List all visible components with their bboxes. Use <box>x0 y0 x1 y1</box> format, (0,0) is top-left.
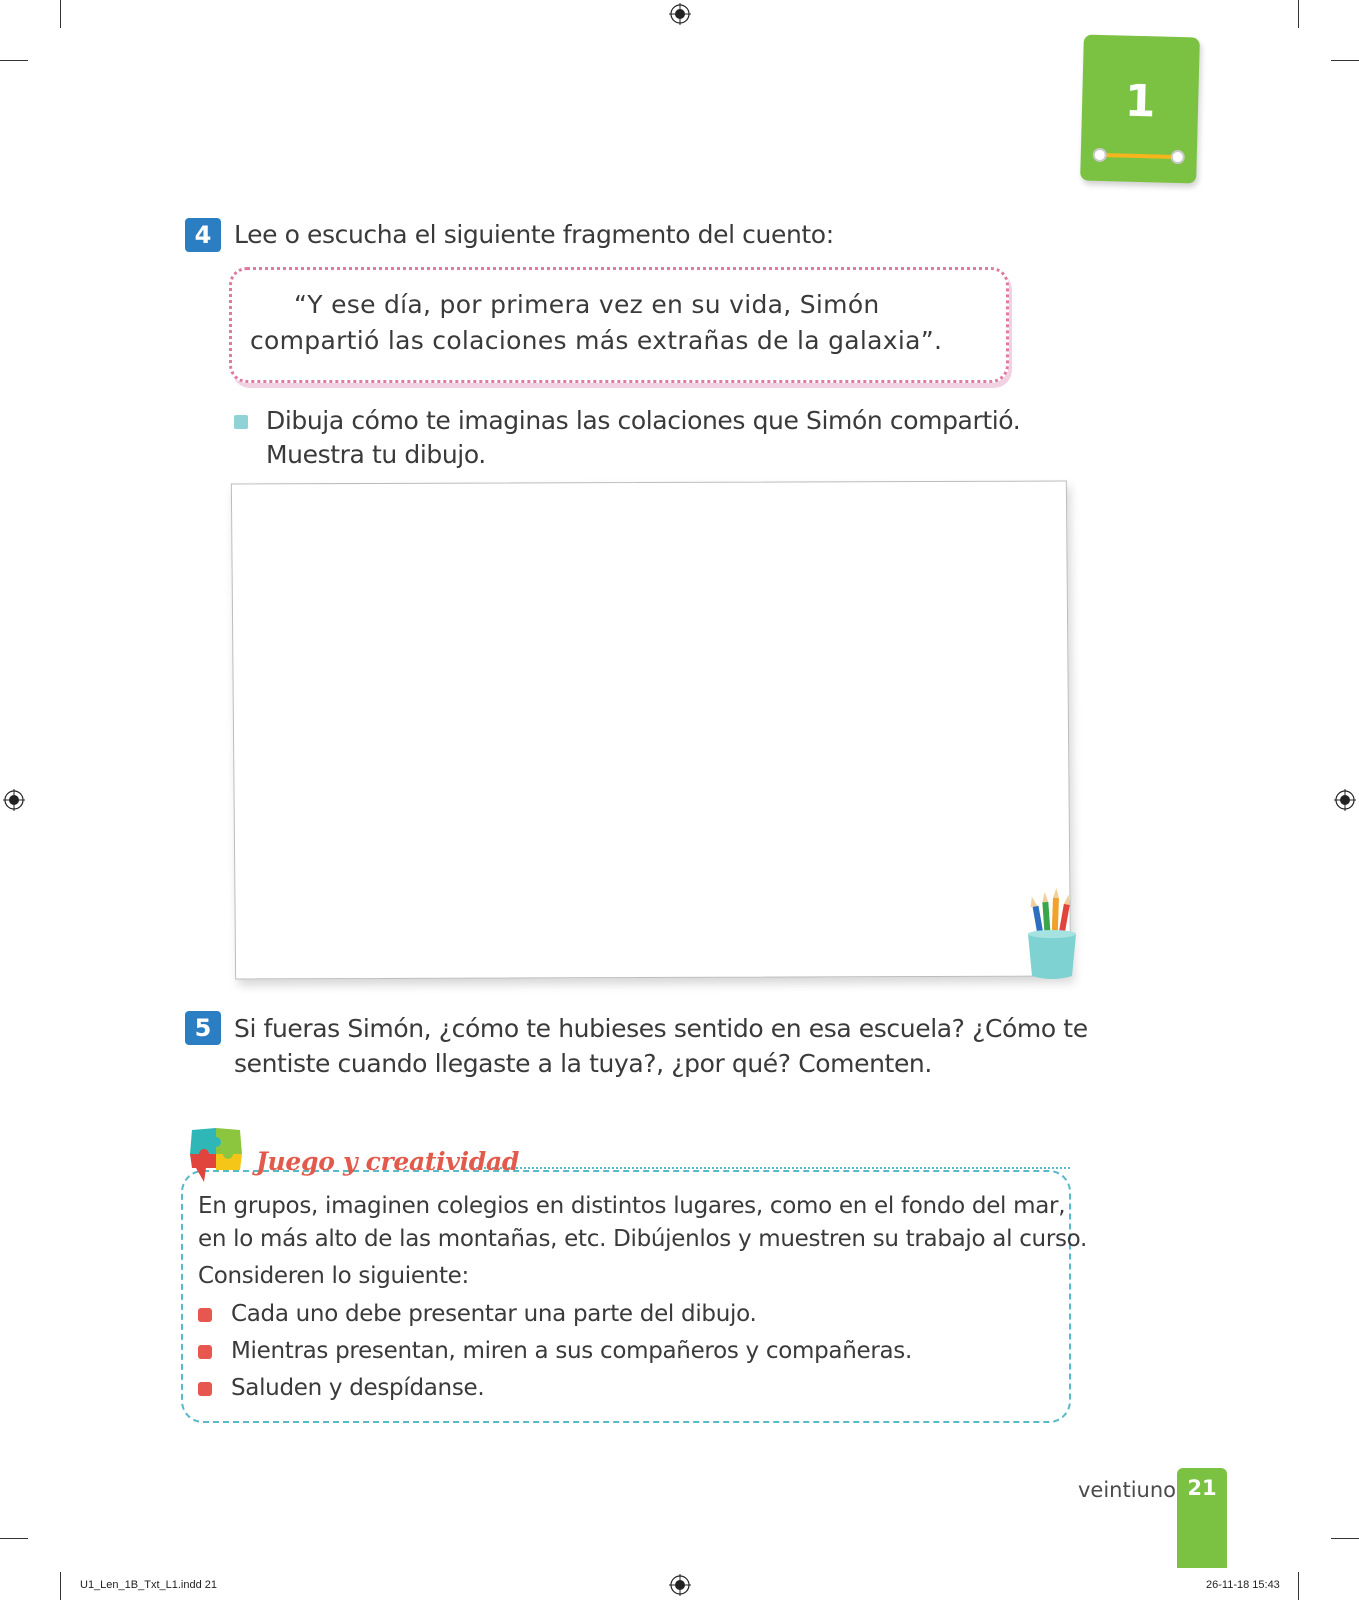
crop-mark <box>0 60 28 61</box>
crop-mark <box>1298 0 1299 28</box>
registration-mark-icon <box>1334 789 1356 811</box>
registration-mark-icon <box>3 789 25 811</box>
juego-bullet-text: Cada uno debe presentar una parte del dibujo. <box>231 1301 757 1327</box>
unit-tab <box>1080 35 1200 184</box>
activity-5-badge: 5 <box>185 1011 221 1045</box>
activity-5-line: sentiste cuando llegaste a la tuya?, ¿por qué? Comenten. <box>234 1049 932 1078</box>
juego-line: en lo más alto de las montañas, etc. Dibújenlos y muestren su trabajo al curso. <box>198 1226 1088 1252</box>
quote-text <box>250 287 990 359</box>
crop-mark <box>1331 60 1359 61</box>
activity-4-badge: 4 <box>185 218 221 252</box>
drawing-area[interactable] <box>231 481 1071 980</box>
activity-4-task-line: Dibuja cómo te imaginas las colaciones que Simón compartió. <box>266 406 1021 435</box>
page-number-tab <box>1177 1468 1227 1568</box>
quote-line: compartió las colaciones más extrañas de la galaxia”. <box>250 326 943 355</box>
page-number-word: veintiuno <box>1078 1478 1177 1502</box>
registration-mark-icon <box>669 3 691 25</box>
juego-bullet <box>198 1345 212 1359</box>
juego-bullet-text: Saluden y despídanse. <box>231 1375 485 1401</box>
crop-mark <box>1331 1538 1359 1539</box>
activity-5-line: Si fueras Simón, ¿cómo te hubieses sentido en esa escuela? ¿Cómo te <box>234 1014 1088 1043</box>
juego-bullet <box>198 1308 212 1322</box>
unit-tab-line <box>1095 153 1183 159</box>
unit-tab-dot <box>1171 150 1185 164</box>
activity-4-instruction: Lee o escucha el siguiente fragmento del cuento: <box>234 220 834 249</box>
juego-bullet <box>198 1382 212 1396</box>
task-bullet <box>234 415 248 429</box>
crop-mark <box>1298 1572 1299 1600</box>
activity-4-task-line: Muestra tu dibujo. <box>266 440 486 469</box>
crop-mark <box>60 1572 61 1600</box>
registration-mark-icon <box>669 1574 691 1596</box>
unit-tab-dot <box>1093 148 1107 162</box>
juego-title-underline <box>476 1167 1070 1169</box>
unit-number: 1 <box>1124 75 1157 128</box>
puzzle-speech-icon <box>186 1124 248 1186</box>
juego-title: Juego y creatividad <box>256 1147 520 1176</box>
pencil-cup-icon <box>1022 886 1082 982</box>
juego-line: Consideren lo siguiente: <box>198 1263 469 1289</box>
crop-mark <box>0 1538 28 1539</box>
quote-box <box>229 267 1009 383</box>
page-number: 21 <box>1187 1476 1217 1500</box>
juego-line: En grupos, imaginen colegios en distintos lugares, como en el fondo del mar, <box>198 1193 1066 1219</box>
juego-bullet-text: Mientras presentan, miren a sus compañeros y compañeras. <box>231 1338 912 1364</box>
slug-date: 26-11-18 15:43 <box>1206 1579 1280 1591</box>
crop-mark <box>60 0 61 28</box>
slug-file: U1_Len_1B_Txt_L1.indd 21 <box>80 1579 217 1591</box>
quote-line: “Y ese día, por primera vez en su vida, Simón <box>294 290 880 319</box>
